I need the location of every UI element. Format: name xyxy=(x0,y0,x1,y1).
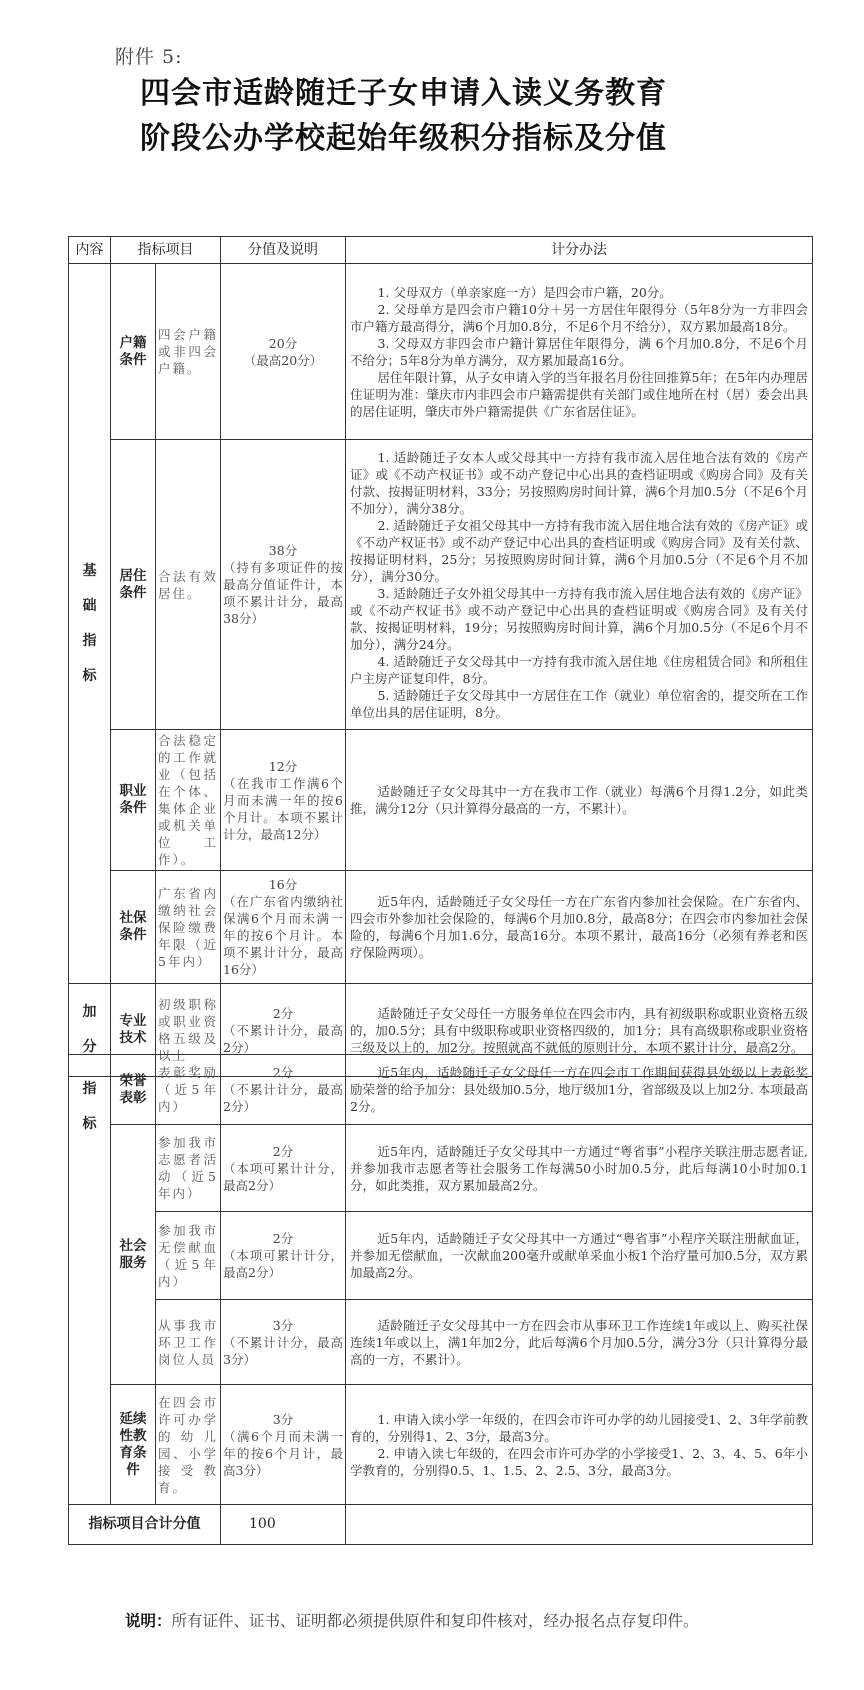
score-value: 2分 xyxy=(272,1231,294,1246)
method-cell xyxy=(346,1125,813,1212)
method-paragraph: 近5年内，适龄随迁子女父母任一方在广东省内参加社会保险。在广东省内、四会市外参加社会保险的，每满6个月加0.8分，最高8分；在四会市内参加社会保险的，每满6个月加1.6分，最高16分。本项不累计，最高16分（必须有养老和医疗保险两项）。 xyxy=(350,894,808,960)
subcategory: 职业条件 xyxy=(111,730,156,871)
indicator-item: 在四会市许可办学的幼儿园、小学接受教育。 xyxy=(156,1385,221,1505)
score-desc: （不累计计分，最高3分） xyxy=(223,1334,343,1367)
attachment-label: 附件 5: xyxy=(115,46,183,68)
method-cell xyxy=(346,1300,813,1385)
score-desc: （在广东省内缴纳社保满6个月而未满一年的按6个月计。本项不累计计分，最高16分） xyxy=(223,894,343,977)
method-paragraph: 近5年内，适龄随迁子女父母任一方在四会市工作期间获得县处级以上表彰奖励荣誉的给予加分：县处级加0.5分，地厅级加1分，省部级及以上加2分. 本项最高2分。 xyxy=(350,1065,808,1114)
category-char: 指 xyxy=(82,632,97,649)
table-row xyxy=(69,1385,813,1505)
indicator-item: 四会户籍或非四会户籍。 xyxy=(156,264,221,440)
score-cell xyxy=(221,1212,346,1300)
col-header-indicator: 指标项目 xyxy=(111,237,221,264)
table-header-row xyxy=(69,237,813,264)
score-value: 2分 xyxy=(272,1005,294,1021)
method-paragraph: 居住年限计算，从子女申请入学的当年报名月份往回推算5年；在5年内办理居住证明为准：肇庆市内非四会市户籍需提供有关部门或住地所在村（居）委会出具的居住证明，肇庆市外户籍需提供《广东省居住证》。 xyxy=(350,369,808,419)
scoring-table-part2 xyxy=(68,1054,813,1545)
category-char: 标 xyxy=(82,1116,97,1132)
score-cell xyxy=(221,871,346,984)
score-value: 3分 xyxy=(272,1411,294,1427)
score-value: 2分 xyxy=(272,1143,294,1159)
table-row xyxy=(69,1300,813,1385)
score-value: 38分 xyxy=(268,543,298,558)
page-title-line1: 四会市适龄随迁子女申请入读义务教育 xyxy=(140,76,667,111)
score-desc: （不累计计分，最高2分） xyxy=(223,1022,343,1055)
indicator-item: 初级职称或职业资格五级及以上 xyxy=(156,984,221,1077)
table-row xyxy=(69,1212,813,1300)
indicator-item: 参加我市无偿献血（近5年内） xyxy=(156,1212,221,1300)
table-row xyxy=(69,440,813,730)
footnote xyxy=(125,1604,765,1638)
indicator-item: 合法有效居住。 xyxy=(156,440,221,730)
method-paragraph: 1. 适龄随迁子女本人或父母其中一方持有我市流入居住地合法有效的《房产证》或《不动产权证书》或不动产登记中心出具的查档证明或《购房合同》及有关付款、按揭证明材料，33分；另按照购房时间计算，满6个月加0.5分（不足6个月不加分），满分38分。 xyxy=(350,449,808,516)
method-paragraph: 适龄随迁子女父母任一方服务单位在四会市内，具有初级职称或职业资格五级的，加0.5分；具有中级职称或职业资格四级的，加1分；具有高级职称或职业资格三级及以上的，加2分。按照就高不就低的原则计分，本项不累计计分，最高2分。 xyxy=(350,1005,808,1055)
method-paragraph: 近5年内，适龄随迁子女父母其中一方通过“粤省事”小程序关联注册志愿者证,并参加我市志愿者等社会服务工作每满50小时加0.5分，此后每满10小时加0.1分，如此类推，双方累加最高2分。 xyxy=(350,1143,808,1193)
category-char: 础 xyxy=(82,597,97,614)
total-label: 指标项目合计分值 xyxy=(69,1505,221,1545)
score-cell xyxy=(221,730,346,871)
method-paragraph: 1. 父母双方（单亲家庭一方）是四会市户籍，20分。 xyxy=(377,284,672,300)
subcategory: 社保条件 xyxy=(111,871,156,984)
method-paragraph: 近5年内，适龄随迁子女父母其中一方通过“粤省事”小程序关联注册献血证，并参加无偿献血，一次献血200毫升或献单采血小板1个治疗量可加0.5分，双方累加最高2分。 xyxy=(350,1231,808,1280)
method-cell xyxy=(346,871,813,984)
subcategory: 专业技术 xyxy=(111,984,156,1077)
method-paragraph: 3. 父母双方非四会市户籍计算居住年限得分，满 6个月加0.8分，不足6个月不给分；5年8分为单方满分，双方累加最高16分。 xyxy=(350,335,808,368)
subcategory: 延续性教育条件 xyxy=(111,1385,156,1505)
category-char: 基 xyxy=(82,562,97,579)
score-value: 12分 xyxy=(268,758,298,774)
subcategory: 居住条件 xyxy=(111,440,156,730)
table-row xyxy=(69,264,813,440)
category-char: 标 xyxy=(82,667,97,684)
col-header-method: 计分办法 xyxy=(346,237,813,264)
indicator-item: 参加我市志愿者活动（近5年内） xyxy=(156,1125,221,1212)
method-cell xyxy=(346,1385,813,1505)
subcategory: 荣誉表彰 xyxy=(111,1055,156,1125)
col-header-score: 分值及说明 xyxy=(221,237,346,264)
score-value: 2分 xyxy=(272,1065,294,1080)
method-paragraph: 2. 申请入读七年级的，在四会市许可办学的小学接受1、2、3、4、5、6年小学教育的，分别得0.5、1、1.5、2、2.5、3分，最高3分。 xyxy=(350,1445,808,1478)
score-desc: （不累计计分，最高2分） xyxy=(223,1082,343,1114)
score-desc: （持有多项证件的按最高分值证件计，本项不累计计分，最高38分） xyxy=(223,560,343,626)
table-row xyxy=(69,871,813,984)
method-cell xyxy=(346,730,813,871)
subcategory: 户籍条件 xyxy=(111,264,156,440)
method-paragraph: 2. 适龄随迁子女祖父母其中一方持有我市流入居住地合法有效的《房产证》或《不动产权证书》或不动产登记中心出具的查档证明或《购房合同》及有关付款、按揭证明材料，25分；另按照购房时间计算，满6个月加0.5分（不足6个月不加分），满分30分。 xyxy=(350,517,808,584)
method-paragraph: 5. 适龄随迁子女父母其中一方居住在工作（就业）单位宿舍的，提交所在工作单位出具的居住证明，8分。 xyxy=(350,687,808,720)
method-paragraph: 1. 申请入读小学一年级的，在四会市许可办学的幼儿园接受1、2、3年学前教育的，分别得1、2、3分，最高3分。 xyxy=(350,1411,808,1444)
page-title-line2: 阶段公办学校起始年级积分指标及分值 xyxy=(140,121,667,156)
score-cell xyxy=(221,264,346,440)
score-cell xyxy=(221,1125,346,1212)
score-cell xyxy=(221,1300,346,1385)
score-cell xyxy=(221,1055,346,1125)
category-bonus-bottom xyxy=(69,1055,111,1505)
score-desc: （满6个月而未满一年的按6个月计，最高3分） xyxy=(223,1428,343,1478)
method-paragraph: 2. 父母单方是四会市户籍10分＋另一方居住年限得分（5年8分为一方非四会市户籍方最高得分，满6个月加0.8分，不足6个月不给分），双方累加最高18分。 xyxy=(350,301,808,334)
method-cell xyxy=(346,1212,813,1300)
category-char: 分 xyxy=(82,1039,97,1055)
col-header-content: 内容 xyxy=(69,237,111,264)
indicator-item: 从事我市环卫工作岗位人员 xyxy=(156,1300,221,1385)
category-char: 加 xyxy=(82,1004,97,1020)
category-basic xyxy=(69,264,111,984)
method-paragraph: 4. 适龄随迁子女父母其中一方持有我市流入居住地《住房租赁合同》和所租住户主房产证复印件，8分。 xyxy=(350,653,808,686)
footnote-text: 所有证件、证书、证明都必须提供原件和复印件核对，经办报名点存复印件。 xyxy=(171,1612,699,1630)
score-value: 16分 xyxy=(268,877,298,892)
total-value: 100 xyxy=(221,1505,346,1545)
indicator-item: 表彰奖励（近5年内） xyxy=(156,1055,221,1125)
score-desc: （在我市工作满6个月而未满一年的按6个月计。本项不累计计分，最高12分） xyxy=(223,775,343,842)
total-row xyxy=(69,1505,813,1545)
score-desc: （本项可累计计分，最高2分） xyxy=(223,1248,343,1280)
score-value: 3分 xyxy=(272,1317,294,1333)
method-paragraph: 适龄随迁子女父母其中一方在四会市从事环卫工作连续1年或以上、购买社保连续1年或以上，满1年加2分，此后每满6个月加0.5分，满分3分（只计算得分最高的一方，不累计）。 xyxy=(350,1317,808,1367)
table-row xyxy=(69,1125,813,1212)
category-char: 指 xyxy=(82,1081,97,1097)
score-desc: （最高20分） xyxy=(243,352,323,368)
table-row xyxy=(69,730,813,871)
score-cell xyxy=(221,1385,346,1505)
method-cell xyxy=(346,1055,813,1125)
score-value: 20分 xyxy=(268,335,298,351)
footnote-label: 说明： xyxy=(125,1611,172,1630)
score-desc: （本项可累计计分，最高2分） xyxy=(223,1160,343,1193)
total-method-empty xyxy=(346,1505,813,1545)
table-row xyxy=(69,1055,813,1125)
method-paragraph: 适龄随迁子女父母其中一方在我市工作（就业）每满6个月得1.2分，如此类推，满分12分（只计算得分最高的一方，不累计）。 xyxy=(350,784,808,816)
score-cell xyxy=(221,440,346,730)
method-cell xyxy=(346,264,813,440)
indicator-item: 广东省内缴纳社会保险缴费年限（近5年内） xyxy=(156,871,221,984)
scoring-table-part1 xyxy=(68,236,813,1077)
method-cell xyxy=(346,440,813,730)
subcategory: 社会服务 xyxy=(111,1125,156,1385)
indicator-item: 合法稳定的工作就业（包括在个体、集体企业或机关单位工作）。 xyxy=(156,730,221,871)
method-paragraph: 3. 适龄随迁子女外祖父母其中一方持有我市流入居住地合法有效的《房产证》或《不动产权证书》或不动产登记中心出具的查档证明或《购房合同》及有关付款、按揭证明材料，19分；另按照购房时间计算，满6个月加0.5分（不足6个月不加分），满分24分。 xyxy=(350,585,808,652)
